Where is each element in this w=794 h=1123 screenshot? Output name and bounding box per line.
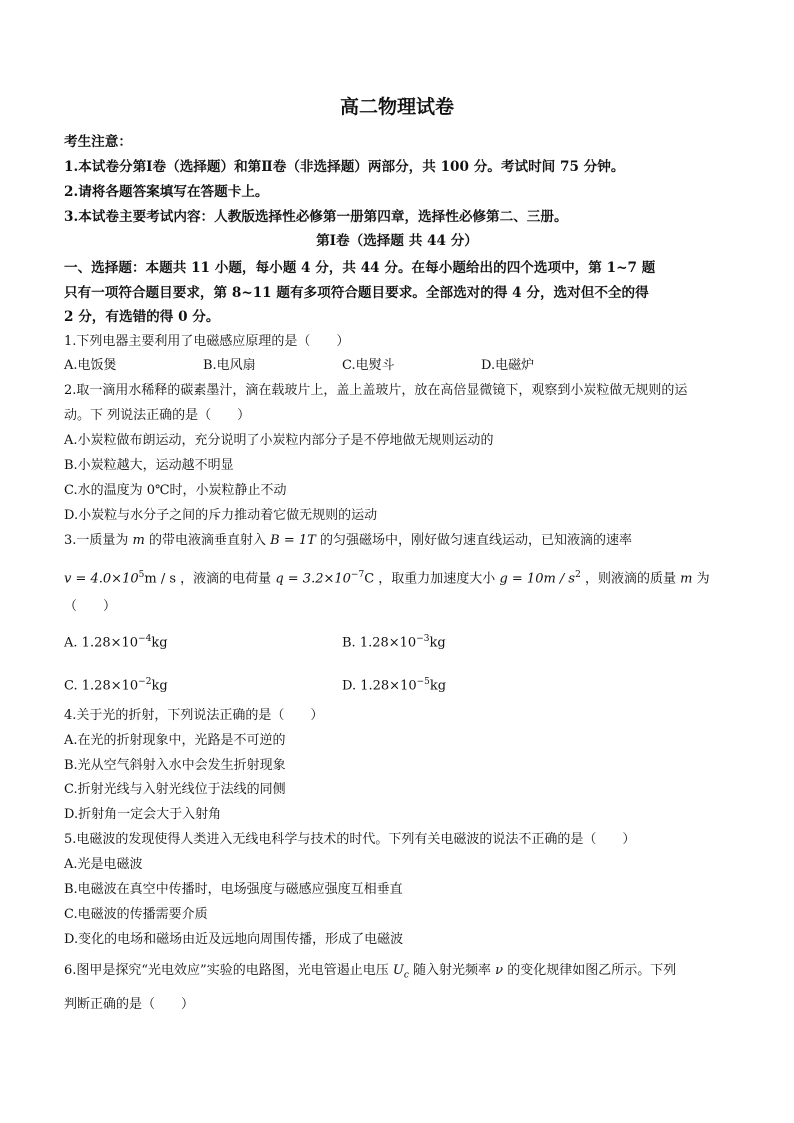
q3-option-b — [342, 630, 446, 652]
q4-option-d: D.折射角一定会大于入射角 — [64, 807, 222, 822]
q3-option-d — [342, 673, 446, 695]
q3-answer-bracket: （ ） — [64, 599, 117, 614]
q2-option-c: C.水的温度为 0℃时，小炭粒静止不动 — [64, 483, 287, 498]
question-6-stem — [64, 962, 676, 985]
q3-option-unit: kg — [151, 678, 168, 694]
q2-option-a: A.小炭粒做布朗运动，充分说明了小炭粒内部分子是不停地做无规则运动的 — [64, 433, 494, 448]
q5-option-d: D.变化的电场和磁场由近及远地向周围传播，形成了电磁波 — [64, 932, 404, 947]
q3-option-base: 1.28×10 — [81, 678, 139, 694]
page-title: 高二物理试卷 — [339, 96, 454, 118]
q3-text: 的带电液滴垂直射入 — [149, 533, 267, 548]
question-2-stem: 动。下 列说法正确的是（ ） — [64, 408, 251, 423]
notice-heading: 考生注意： — [64, 134, 132, 150]
q3-option-exponent: −2 — [138, 677, 152, 687]
q5-option-a: A.光是电磁波 — [64, 857, 143, 872]
section-instructions: 一、选择题：本题共 11 小题，每小题 4 分，共 44 分。在每小题给出的四个选项中，第 1~7 题 — [64, 260, 656, 276]
q3-mass-symbol: m — [132, 533, 145, 548]
q3-field-equation: B = 1T — [270, 533, 316, 548]
q1-option-b: B.电风扇 — [203, 358, 256, 373]
q3-speed-equation: v = 4.0×10 — [64, 571, 139, 587]
q4-option-a: A.在光的折射现象中，光路是不可逆的 — [64, 733, 286, 748]
q3-option-unit: kg — [151, 635, 168, 651]
q3-option-unit: kg — [429, 635, 446, 651]
q6-text: 6.图甲是探究“光电效应”实验的电路图，光电管遏止电压 — [64, 963, 389, 978]
part1-heading: 第Ⅰ卷（选择题 共 44 分） — [316, 233, 478, 249]
q5-option-b: B.电磁波在真空中传播时，电场强度与磁感应强度互相垂直 — [64, 882, 403, 897]
q3-option-label: C. — [64, 678, 78, 694]
q3-option-a — [64, 630, 168, 652]
q6-voltage-subscript: c — [403, 970, 409, 981]
q5-option-c: C.电磁波的传播需要介质 — [64, 907, 208, 922]
question-5-stem: 5.电磁波的发现使得人类进入无线电科学与技术的时代。下列有关电磁波的说法不正确的是（ ） — [64, 832, 636, 847]
q3-charge-equation: q = 3.2×10 — [275, 571, 351, 587]
q3-text: ，取重力加速度大小 — [378, 571, 496, 587]
q1-option-c: C.电熨斗 — [342, 358, 395, 373]
q3-option-label: A. — [64, 635, 78, 651]
q3-text: 为 — [696, 571, 710, 587]
question-3-stem — [64, 566, 710, 588]
notice-item: 3.本试卷主要考试内容：人教版选择性必修第一册第四章，选择性必修第二、三册。 — [64, 209, 568, 225]
q3-charge-exponent: −7 — [350, 570, 365, 580]
q2-option-b: B.小炭粒越大，运动越不明显 — [64, 458, 234, 473]
q2-option-d: D.小炭粒与水分子之间的斥力推动着它做无规则的运动 — [64, 508, 378, 523]
q3-gravity-equation: g = 10m / s — [499, 571, 576, 587]
q3-option-c — [64, 673, 168, 695]
notice-item: 2.请将各题答案填写在答题卡上。 — [64, 184, 269, 200]
q3-option-label: B. — [342, 635, 356, 651]
q4-option-b: B.光从空气斜射入水中会发生折射现象 — [64, 758, 286, 773]
q3-text: 的匀强磁场中，刚好做匀速直线运动，已知液滴的速率 — [319, 533, 632, 548]
question-4-stem: 4.关于光的折射，下列说法正确的是（ ） — [64, 708, 324, 723]
question-3-stem — [64, 532, 632, 550]
question-1-stem: 1.下列电器主要利用了电磁感应原理的是（ ） — [64, 334, 350, 349]
q1-option-a: A.电饭煲 — [64, 358, 117, 373]
question-2-stem: 2.取一滴用水稀释的碳素墨汁，滴在载玻片上，盖上盖玻片，放在高倍显微镜下，观察到小炭粒做无规则的运 — [64, 383, 688, 398]
q3-option-base: 1.28×10 — [360, 678, 417, 694]
q1-option-d: D.电磁炉 — [481, 358, 535, 373]
section-instructions: 只有一项符合题目要求，第 8~11 题有多项符合题目要求。全部选对的得 4 分，选对但不全的得 — [64, 285, 649, 301]
q3-speed-unit: m / s — [144, 571, 177, 587]
q3-option-unit: kg — [429, 678, 447, 694]
q3-option-label: D. — [342, 678, 357, 694]
q6-text: 的变化规律如图乙所示。下列 — [507, 963, 677, 978]
q6-text: 随入射光频率 — [413, 963, 492, 978]
q3-option-exponent: −5 — [416, 677, 430, 687]
q3-speed-exponent: 5 — [138, 570, 145, 580]
q6-voltage-symbol: U — [392, 963, 404, 978]
q3-text: ，液滴的电荷量 — [180, 571, 272, 587]
q3-option-base: 1.28×10 — [359, 635, 417, 651]
q3-mass-symbol: m — [680, 571, 693, 587]
q3-option-base: 1.28×10 — [81, 635, 139, 651]
q3-text: ，则液滴的质量 — [584, 571, 676, 587]
q3-option-exponent: −4 — [138, 634, 152, 644]
q4-option-c: C.折射光线与入射光线位于法线的同侧 — [64, 782, 286, 797]
notice-item: 1.本试卷分第Ⅰ卷（选择题）和第Ⅱ卷（非选择题）两部分，共 100 分。考试时间 75 分钟。 — [64, 159, 625, 175]
q6-frequency-symbol: ν — [495, 963, 504, 978]
section-instructions: 2 分，有选错的得 0 分。 — [64, 309, 220, 325]
q3-charge-unit: C — [364, 571, 375, 587]
q3-gravity-exponent: 2 — [575, 570, 581, 580]
q3-text: 3.一质量为 — [64, 533, 129, 548]
question-6-stem: 判断正确的是（ ） — [64, 997, 195, 1012]
q3-option-exponent: −3 — [416, 634, 430, 644]
